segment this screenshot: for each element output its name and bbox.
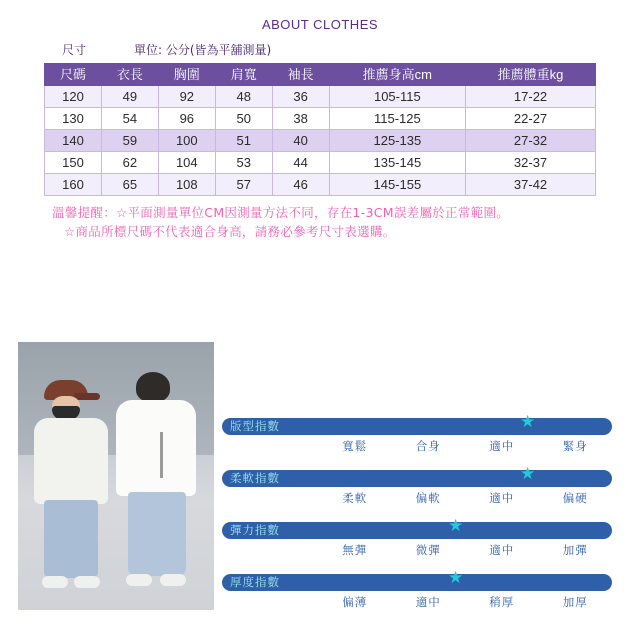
shoe-left-back xyxy=(126,574,152,586)
cell-bust: 96 xyxy=(158,108,215,130)
cell-bust: 100 xyxy=(158,130,215,152)
model-back xyxy=(116,372,196,596)
rating-label: 柔軟指數 xyxy=(230,471,280,485)
model-front xyxy=(34,380,108,592)
rating-group-softness xyxy=(222,460,622,512)
cell-shoulder: 50 xyxy=(215,108,272,130)
rating-group-elasticity xyxy=(222,512,622,564)
rating-tick: 偏薄 xyxy=(342,595,368,609)
rating-star-icon: ★ xyxy=(520,412,536,432)
size-table xyxy=(44,63,596,196)
rating-label: 厚度指數 xyxy=(230,575,280,589)
rating-group-fit xyxy=(222,408,622,460)
rating-bar xyxy=(222,470,612,487)
table-row xyxy=(45,108,596,130)
rating-tick: 適中 xyxy=(415,595,441,609)
rating-tick: 柔軟 xyxy=(342,491,368,505)
cell-shoulder: 53 xyxy=(215,152,272,174)
cell-shoulder: 48 xyxy=(215,86,272,108)
cell-weight: 17-22 xyxy=(466,86,596,108)
cell-size: 140 xyxy=(45,130,102,152)
rating-star-icon: ★ xyxy=(520,464,536,484)
shoe-left xyxy=(42,576,68,588)
rating-label: 彈力指數 xyxy=(230,523,280,537)
column-header-shoulder: 肩寬 xyxy=(215,64,272,86)
rating-ticks xyxy=(318,490,612,506)
cell-height: 125-135 xyxy=(329,130,465,152)
rating-tick: 緊身 xyxy=(562,439,588,453)
cap-brim xyxy=(74,393,100,400)
column-header-weight: 推薦體重kg xyxy=(466,64,596,86)
rating-label: 版型指數 xyxy=(230,419,280,433)
note-line-1: 溫馨提醒：☆平面測量單位CM因測量方法不同，存在1-3CM誤差屬於正常範圍。 xyxy=(52,205,510,220)
cell-length: 65 xyxy=(101,174,158,196)
rating-tick: 合身 xyxy=(415,439,441,453)
cell-weight: 32-37 xyxy=(466,152,596,174)
denim-pants xyxy=(44,500,98,578)
cell-size: 130 xyxy=(45,108,102,130)
rating-tick: 寬鬆 xyxy=(342,439,368,453)
cell-height: 145-155 xyxy=(329,174,465,196)
cell-bust: 108 xyxy=(158,174,215,196)
shoe-right-back xyxy=(160,574,186,586)
table-row xyxy=(45,174,596,196)
units-row xyxy=(62,41,640,58)
cell-length: 54 xyxy=(101,108,158,130)
cell-height: 105-115 xyxy=(329,86,465,108)
rating-star-icon: ★ xyxy=(448,516,464,536)
cell-sleeve: 38 xyxy=(272,108,329,130)
rating-tick: 偏硬 xyxy=(562,491,588,505)
units-label: 尺寸 xyxy=(62,43,87,57)
cell-sleeve: 36 xyxy=(272,86,329,108)
column-header-length: 衣長 xyxy=(101,64,158,86)
table-row xyxy=(45,130,596,152)
table-row xyxy=(45,152,596,174)
rating-bar xyxy=(222,522,612,539)
cell-length: 49 xyxy=(101,86,158,108)
rating-ticks xyxy=(318,542,612,558)
page-title: ABOUT CLOTHES xyxy=(261,17,379,32)
note-line-2: ☆商品所標尺碼不代表適合身高，請務必參考尺寸表選購。 xyxy=(64,224,396,240)
rating-chart xyxy=(222,408,622,616)
table-row xyxy=(45,86,596,108)
cell-size: 120 xyxy=(45,86,102,108)
cell-bust: 92 xyxy=(158,86,215,108)
rating-tick: 適中 xyxy=(489,439,515,453)
model-hair xyxy=(136,372,170,402)
cell-length: 62 xyxy=(101,152,158,174)
cell-size: 150 xyxy=(45,152,102,174)
column-header-height: 推薦身高cm xyxy=(329,64,465,86)
table-header-row xyxy=(45,64,596,86)
rating-ticks xyxy=(318,438,612,454)
size-notes xyxy=(52,203,640,242)
cell-bust: 104 xyxy=(158,152,215,174)
units-value: 單位: 公分(皆為平舖測量) xyxy=(134,43,272,57)
denim-pants-back xyxy=(128,492,186,576)
cell-height: 135-145 xyxy=(329,152,465,174)
rating-bar xyxy=(222,574,612,591)
white-tshirt-back xyxy=(116,400,196,496)
lower-section xyxy=(0,330,640,620)
cell-shoulder: 51 xyxy=(215,130,272,152)
column-header-bust: 胸圍 xyxy=(158,64,215,86)
rating-ticks xyxy=(318,594,612,610)
column-header-sleeve: 袖長 xyxy=(272,64,329,86)
cell-weight: 22-27 xyxy=(466,108,596,130)
shoe-right xyxy=(74,576,100,588)
rating-bar xyxy=(222,418,612,435)
rating-tick: 加彈 xyxy=(562,543,588,557)
back-print xyxy=(160,432,163,478)
rating-tick: 適中 xyxy=(489,543,515,557)
rating-group-thickness xyxy=(222,564,622,616)
rating-tick: 稍厚 xyxy=(489,595,515,609)
cell-weight: 27-32 xyxy=(466,130,596,152)
cell-height: 115-125 xyxy=(329,108,465,130)
product-photo xyxy=(18,342,214,610)
cell-length: 59 xyxy=(101,130,158,152)
rating-tick: 適中 xyxy=(489,491,515,505)
size-table-container xyxy=(44,63,596,196)
rating-tick: 微彈 xyxy=(415,543,441,557)
rating-tick: 無彈 xyxy=(342,543,368,557)
cell-size: 160 xyxy=(45,174,102,196)
rating-star-icon: ★ xyxy=(448,568,464,588)
white-tshirt xyxy=(34,418,108,504)
cell-sleeve: 46 xyxy=(272,174,329,196)
cell-shoulder: 57 xyxy=(215,174,272,196)
cell-sleeve: 40 xyxy=(272,130,329,152)
rating-tick: 偏軟 xyxy=(415,491,441,505)
rating-tick: 加厚 xyxy=(562,595,588,609)
column-header-size: 尺碼 xyxy=(45,64,102,86)
cell-weight: 37-42 xyxy=(466,174,596,196)
cell-sleeve: 44 xyxy=(272,152,329,174)
